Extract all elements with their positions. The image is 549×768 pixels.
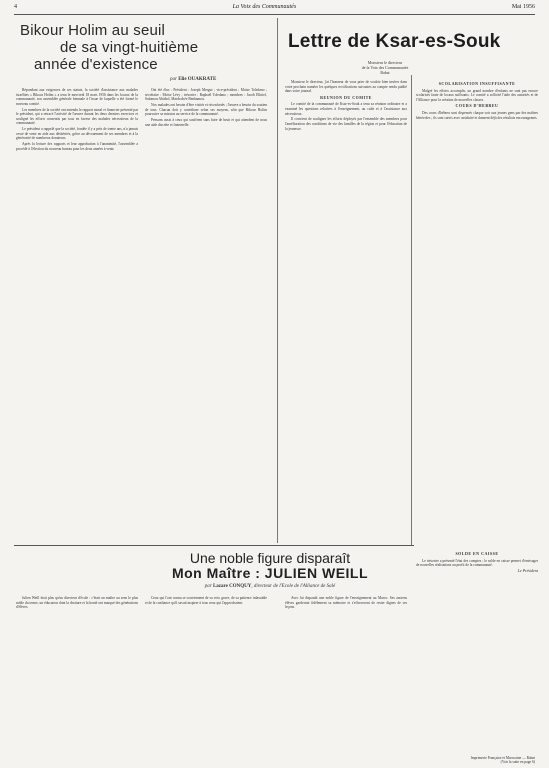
- letter-signature: Le Président: [517, 567, 538, 573]
- publication-title: La Voix des Communautés: [232, 4, 297, 10]
- letter-body-col3: SOLDE EN CAISSE Le trésorier a présenté l'état des comptes ; le solde en caisse permet d'envisager de nouvelles réalisations au profit de la communauté. Le Président: [416, 551, 538, 573]
- issue-date: Mai 1956: [511, 4, 535, 10]
- letter-body-col1: Monsieur le directeur, j'ai l'honneur de vous prier de vouloir bien insérer dans votre prochain numéro les quelques rectifications suivantes au compte rendu publié dans votre journal. REUNION DU COMITE Le comité de la communauté de Ksar-es-Souk a tenu sa réunion ordinaire et a examiné les questions relatives à l'enseignement, au culte et à l'assistance aux nécessiteux. Il convient de souligner les efforts déployés par l'ensemble des membres pour l'amélioration des conditions de vie des familles de la région et pour l'éducation de la jeunesse.: [285, 80, 407, 131]
- letter-recipient: Monsieur le directeur de la Voix des Communautés Rabat: [361, 60, 409, 75]
- page-footer: Imprimerie Française et Marocaine — Rabat (Voir la suite en page 6): [470, 756, 535, 764]
- subhead: SCOLARISATION INSUFFISANTE: [438, 81, 516, 86]
- tribute-body-col2: Ceux qui l'ont connu se souviennent de sa voix grave, de sa patience inlassable et de la confiance qu'il savait inspirer à tous ceux qui l'approchaient.: [145, 596, 267, 605]
- article-body-col2: Ont été élus : Président : Joseph Mergui ; vice-président : Moïse Toledano ; secrétaire : Moïse Lévy ; trésorier : Raphaël Toledano ; membres : Jacob Elkrief, Salomon Abitbol, Mardochée Benhamou. Nos malades ont besoin d'être visités et réconfortés ; l'œuvre a besoin du soutien de tous. Chacun doit y contribuer selon ses moyens, afin que Bikour Holim poursuive sa mission au service de la communauté. Pensons aussi à ceux qui souffrent sans faire de bruit et qui attendent de nous une aide discrète et fraternelle.: [145, 88, 267, 127]
- subhead: REUNION DU COMITE: [320, 94, 372, 100]
- article-title-ksar-es-souk: Lettre de Ksar-es-Souk: [288, 31, 501, 52]
- subhead: SOLDE EN CAISSE: [455, 551, 499, 556]
- article-title-bikour-holim: Bikour Holim au seuil de sa vingt-huitième année d'existence: [20, 22, 199, 73]
- article-byline: par Elie OUAKRATE: [170, 77, 217, 82]
- subhead: COURS D'HEBREU: [455, 103, 499, 109]
- letter-body-col2: SCOLARISATION INSUFFISANTE Malgré les efforts accomplis, un grand nombre d'enfants ne sont pas encore scolarisés faute de locaux suffisants. Le comité a sollicité l'aide des autorités et de l'Alliance pour la création de nouvelles classes. COURS D'HEBREU Des cours d'hébreu sont dispensés chaque soir aux jeunes gens par des maîtres bénévoles ; ils sont suivis avec assiduité et donnent déjà des résultats encourageants.: [416, 81, 538, 120]
- article-title-julien-weill: Une noble figure disparaît Mon Maître : JULIEN WEILL: [171, 550, 369, 581]
- page-header: [14, 4, 535, 15]
- article-byline: par Lazare CONQUY, directeur de l'Ecole de l'Alliance de Salé: [204, 584, 336, 589]
- tribute-body-col3: Avec lui disparaît une noble figure de l'enseignement au Maroc. Ses anciens élèves garderont fidèlement sa mémoire et s'efforceront de rester dignes de ses leçons.: [285, 596, 407, 610]
- page-number: 4: [14, 4, 17, 10]
- column-rule: [277, 18, 278, 543]
- section-rule: [14, 545, 414, 546]
- column-rule: [411, 75, 412, 545]
- article-body-col1: Répondant aux exigences de ses statuts, la société d'assistance aux malades israélites « Bikour Holim » a tenu le mercredi 18 mars 1956 dans les locaux de la communauté, son assemblée générale biennale à l'issue de laquelle a été formé le nouveau comité. Les membres de la société ont entendu le rapport moral et financier présenté par le président, qui a retracé l'activité de l'œuvre durant les deux derniers exercices et souligné les efforts consentis par tous en faveur des malades nécessiteux de la communauté. Le président a rappelé que la société, fondée il y a près de trente ans, n'a jamais cessé de venir en aide aux déshérités, grâce au dévouement de ses membres et à la générosité de nombreux donateurs. Après la lecture des rapports et leur approbation à l'unanimité, l'assemblée a procédé à l'élection du nouveau bureau pour les deux années à venir.: [16, 88, 138, 151]
- tribute-body-col1: Julien Weill était plus qu'un directeur d'école : c'était un maître au sens le plus noble du terme, un éducateur dont la droiture et la bonté ont marqué des générations d'élèves.: [16, 596, 138, 610]
